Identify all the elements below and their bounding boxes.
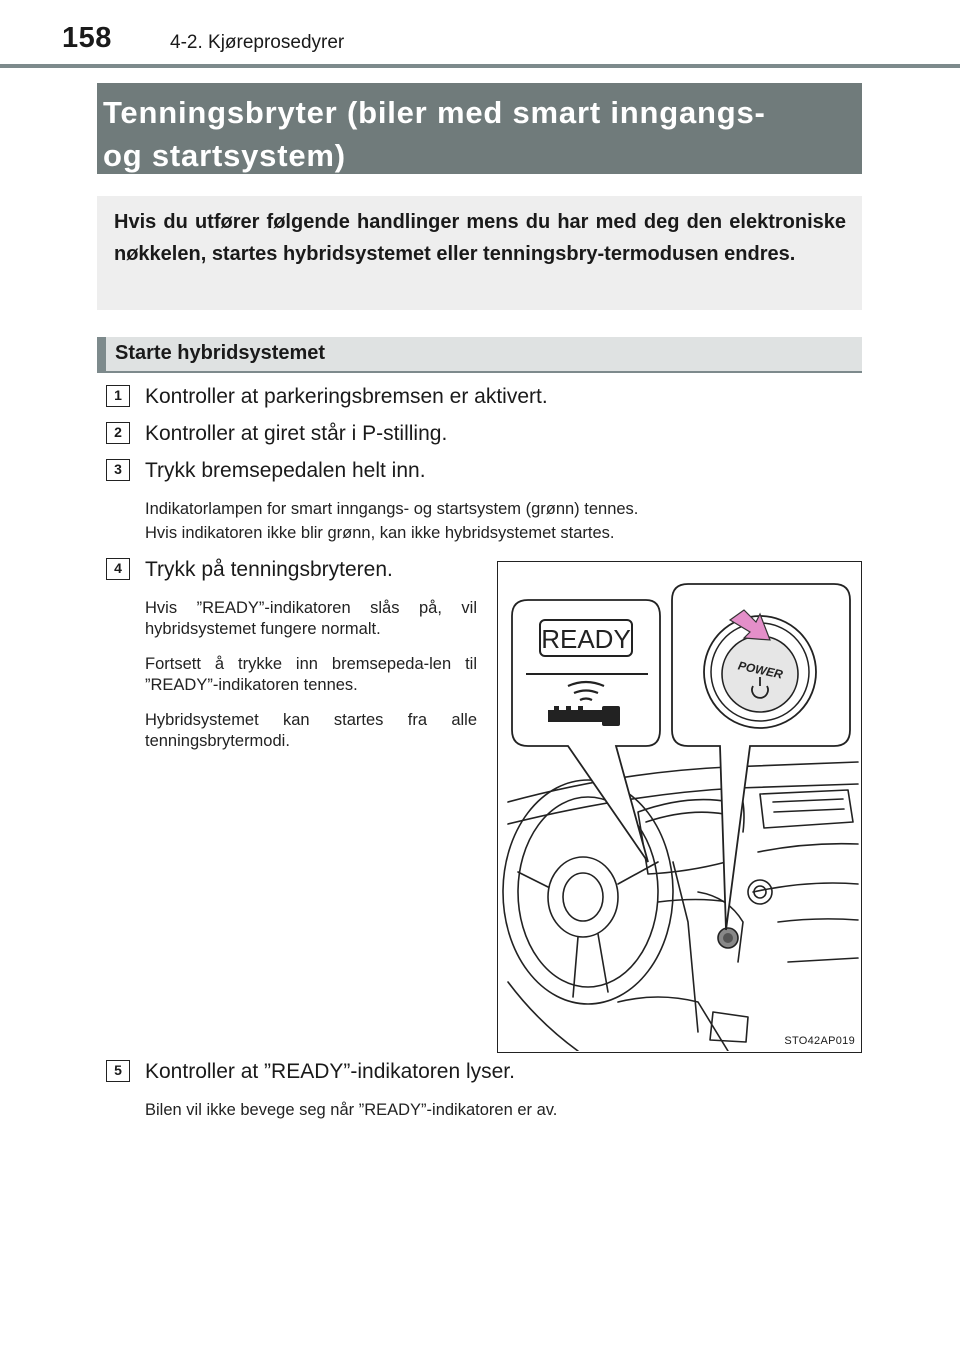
page-number: 158 [62, 22, 112, 54]
step-badge-1: 1 [106, 385, 130, 407]
note-step4-p2: Fortsett å trykke inn bremsepeda-len til ”READY”-indikatoren tennes. [145, 655, 477, 694]
note-step4-p3: Hybridsystemet kan startes fra alle tenningsbrytermodi. [145, 711, 477, 750]
page-title-line-2: og startsystem) [103, 138, 346, 173]
page-title-line-1: Tenningsbryter (biler med smart inngangs- [103, 95, 766, 130]
intro-text: Hvis du utfører følgende handlinger mens du har med deg den elektroniske nøkkelen, startes hybridsystemet eller tenningsbry-termodusen endres. [114, 211, 846, 265]
note-step3-line1: Indikatorlampen for smart inngangs- og startsystem (grønn) tennes. [145, 500, 639, 518]
step-text-1: Kontroller at parkeringsbremsen er aktivert. [145, 385, 548, 408]
power-switch-label: POWER [736, 658, 785, 682]
figure-code: STO42AP019 [784, 1035, 855, 1047]
step-text-4: Trykk på tenningsbryteren. [145, 558, 393, 581]
subheading-bar [97, 337, 106, 371]
step-badge-3: 3 [106, 459, 130, 481]
step-badge-4: 4 [106, 558, 130, 580]
subheading [97, 337, 862, 373]
note-step3-line2: Hvis indikatoren ikke blir grønn, kan ikke hybridsystemet startes. [145, 524, 615, 542]
note-step4-p1: Hvis ”READY”-indikatoren slås på, vil hybridsystemet fungere normalt. [145, 599, 477, 638]
step-text-2: Kontroller at giret står i P-stilling. [145, 422, 448, 445]
power-switch-figure [497, 561, 862, 1053]
step-badge-5: 5 [106, 1060, 130, 1082]
step-badge-2: 2 [106, 422, 130, 444]
intro-box [97, 196, 862, 310]
dashboard-illustration [498, 562, 860, 1051]
step-text-3: Trykk bremsepedalen helt inn. [145, 459, 426, 482]
subheading-text: Starte hybridsystemet [115, 342, 326, 364]
step-text-5: Kontroller at ”READY”-indikatoren lyser. [145, 1060, 515, 1083]
section-title: 4-2. Kjøreprosedyrer [170, 32, 345, 53]
page-title [97, 83, 862, 174]
ready-indicator-label: READY [541, 624, 631, 654]
header-rule [0, 64, 960, 68]
note-step5: Bilen vil ikke bevege seg når ”READY”-indikatoren er av. [145, 1101, 558, 1119]
